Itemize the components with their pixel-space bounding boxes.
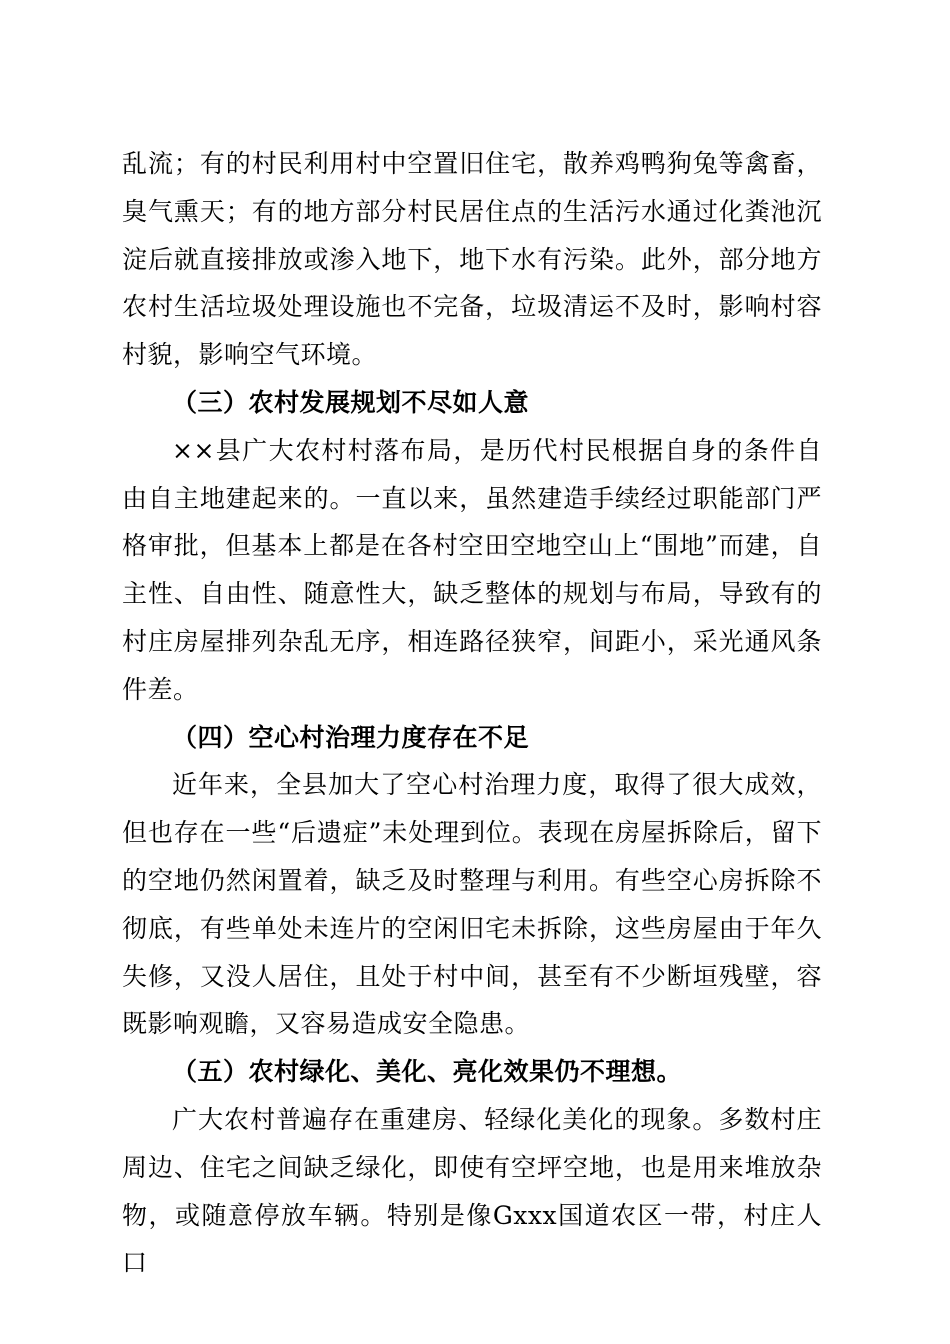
document-page <box>122 140 822 1287</box>
section-heading: （四）空心村治理力度存在不足 <box>172 722 530 752</box>
body-paragraph: 乱流；有的村民利用村中空置旧住宅，散养鸡鸭狗兔等禽畜，臭气熏天；有的地方部分村民居住点的生活污水通过化粪池沉淀后就直接排放或渗入地下，地下水有污染。此外，部分地方农村生活垃圾处理设施也不完备，垃圾清运不及时，影响村容村貌，影响空气环境。 <box>122 149 822 370</box>
body-paragraph: ××县广大农村村落布局，是历代村民根据自身的条件自由自主地建起来的。一直以来，虽然建造手续经过职能部门严格审批，但基本上都是在各村空田空地空山上“围地”而建，自主性、自由性、随意性大，缺乏整体的规划与布局，导致有的村庄房屋排列杂乱无序，相连路径狭窄，间距小，采光通风条件差。 <box>122 435 822 704</box>
body-paragraph: 近年来，全县加大了空心村治理力度，取得了很大成效，但也存在一些“后遗症”未处理到位。表现在房屋拆除后，留下的空地仍然闲置着，缺乏及时整理与利用。有些空心房拆除不彻底，有些单处未连片的空闲旧宅未拆除，这些房屋由于年久失修，又没人居住，且处于村中间，甚至有不少断垣残壁，容既影响观瞻，又容易造成安全隐患。 <box>122 770 822 1039</box>
section-heading: （三）农村发展规划不尽如人意 <box>172 387 530 417</box>
section-heading: （五）农村绿化、美化、亮化效果仍不理想。 <box>172 1057 683 1087</box>
body-paragraph: 广大农村普遍存在重建房、轻绿化美化的现象。多数村庄周边、住宅之间缺乏绿化，即使有空坪空地，也是用来堆放杂物，或随意停放车辆。特别是像Gxxx国道农区一带，村庄人口 <box>122 1104 822 1278</box>
